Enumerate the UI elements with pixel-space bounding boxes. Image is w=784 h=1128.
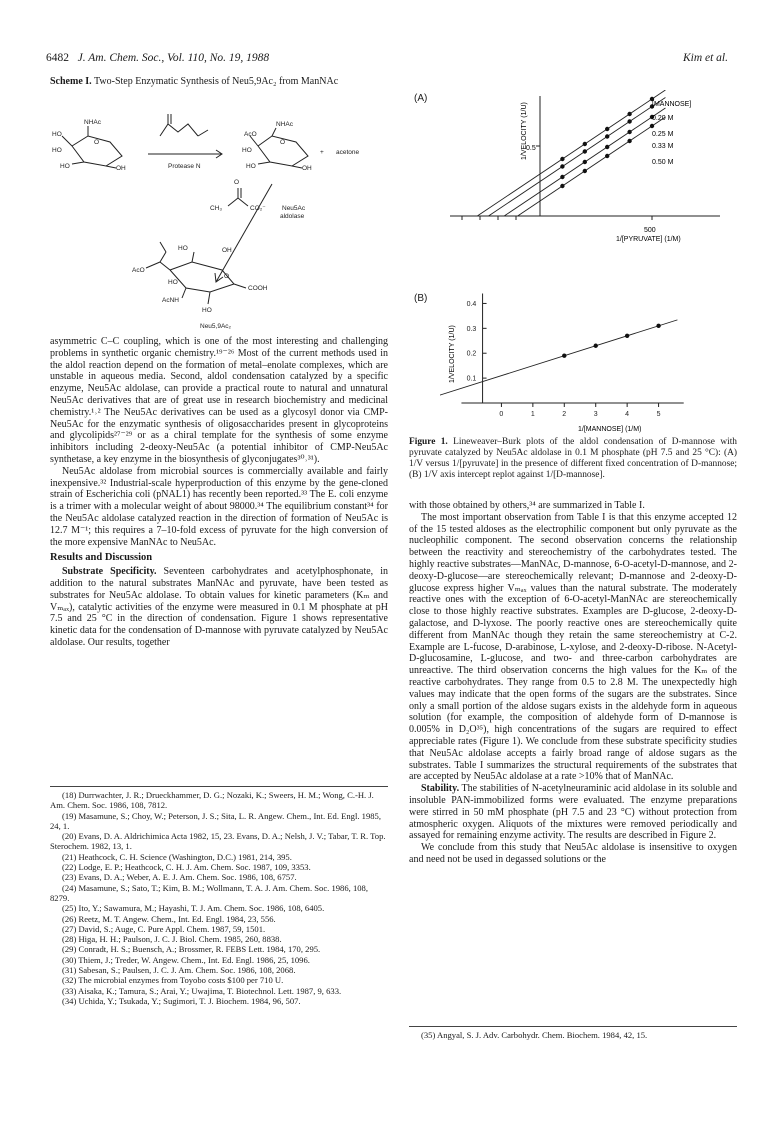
reference-item: (19) Masamune, S.; Choy, W.; Peterson, J. S.; Sita, L. R. Angew. Chem., Int. Ed. Engl. 1985, 24, 1. bbox=[50, 810, 381, 831]
page-number: 6482 bbox=[46, 52, 69, 64]
svg-text:AcO: AcO bbox=[132, 267, 145, 274]
svg-text:HO: HO bbox=[52, 131, 62, 138]
legend-entry-2: 0.33 M bbox=[652, 143, 674, 150]
panel-a-data-point bbox=[605, 127, 609, 131]
reference-item: (30) Thiem, J.; Treder, W. Angew. Chem., Int. Ed. Engl. 1986, 25, 1096. bbox=[62, 954, 310, 965]
stability-paragraph: Stability. The stabilities of N-acetylneuraminic acid aldolase in its soluble and insoluble PAN-immobilized forms were evaluated. The enzyme preparations were stirred in 50 mM phosphate (pH 7.5 and 23 °C) without protection from atmospheric oxygen. Aliquots of the mixtures were removed periodically and assayed for remaining enzyme activity. The results are described in Figure 2. bbox=[409, 783, 737, 842]
svg-text:HO: HO bbox=[246, 163, 256, 170]
svg-text:acetone: acetone bbox=[336, 149, 360, 156]
reference-item: (32) The microbial enzymes from Toyobo costs $100 per 710 U. bbox=[62, 975, 284, 986]
panel-a-data-point bbox=[605, 145, 609, 149]
panel-b-ytick-label: 0.1 bbox=[466, 375, 477, 383]
panel-a-data-point bbox=[583, 149, 587, 153]
left-column-body bbox=[50, 336, 388, 649]
panel-b-xlabel: 1/[MANNOSE] (1/M) bbox=[578, 426, 642, 433]
panel-a-data-point bbox=[560, 175, 564, 179]
legend-entry-3: 0.50 M bbox=[652, 159, 674, 166]
svg-text:Neu5,9Ac₂: Neu5,9Ac₂ bbox=[200, 323, 232, 330]
reference-item: (28) Higa, H. H.; Paulson, J. C. J. Biol. Chem. 1985, 260, 8838. bbox=[62, 934, 282, 945]
panel-b-xtick-label: 4 bbox=[625, 411, 630, 418]
reference-item: (25) Ito, Y.; Sawamura, M.; Hayashi, T. J. Am. Chem. Soc. 1986, 108, 6405. bbox=[62, 903, 325, 914]
panel-b-label: (B) bbox=[414, 293, 428, 304]
panel-a-data-point bbox=[605, 134, 609, 138]
reference-item: (33) Aisaka, K.; Tamura, S.; Arai, Y.; Uwajima, T. Biotechnol. Lett. 1987, 9, 633. bbox=[62, 985, 342, 996]
svg-text:aldolase: aldolase bbox=[280, 213, 305, 220]
conclusion-paragraph: We conclude from this study that Neu5Ac aldolase is insensitive to oxygen and need not be used in degassed solutions or the bbox=[409, 842, 737, 865]
panel-b-data-point bbox=[625, 334, 629, 338]
panel-a-ytick: 0.5 bbox=[526, 145, 536, 152]
reference-item: (26) Reetz, M. T. Angew. Chem., Int. Ed. Engl. 1984, 23, 556. bbox=[62, 913, 276, 924]
references-left bbox=[50, 790, 388, 1006]
panel-b-xtick-label: 5 bbox=[656, 411, 661, 418]
svg-text:CH₃: CH₃ bbox=[210, 205, 223, 212]
panel-a-data-point bbox=[560, 164, 564, 168]
panel-b-xtick-label: 2 bbox=[562, 411, 567, 418]
svg-text:CO₂⁻: CO₂⁻ bbox=[250, 205, 266, 212]
reference-item: (23) Evans, D. A.; Weber, A. E. J. Am. Chem. Soc. 1986, 108, 6757. bbox=[62, 872, 297, 883]
reference-item: (34) Uchida, Y.; Tsukada, Y.; Sugimori, T. J. Biochem. 1984, 96, 507. bbox=[62, 995, 301, 1006]
table-summary-paragraph: with those obtained by others,³⁴ are summarized in Table I. bbox=[409, 500, 645, 511]
panel-b-ylabel: 1/VELOCITY (1/U) bbox=[449, 325, 456, 383]
reference-item: (27) David, S.; Auge, C. Pure Appl. Chem. 1987, 59, 1501. bbox=[62, 923, 266, 934]
panel-b-ytick-label: 0.4 bbox=[466, 300, 477, 308]
panel-a-xtick: 500 bbox=[644, 227, 656, 234]
svg-text:HO: HO bbox=[60, 163, 70, 170]
scheme-diagram bbox=[50, 106, 380, 336]
svg-text:NHAc: NHAc bbox=[276, 121, 293, 128]
references-right bbox=[409, 1030, 737, 1040]
panel-a-data-point bbox=[560, 184, 564, 188]
svg-text:HO: HO bbox=[52, 147, 62, 154]
panel-a-data-point bbox=[583, 160, 587, 164]
svg-text:OH: OH bbox=[302, 165, 312, 172]
svg-text:Protease N: Protease N bbox=[168, 163, 201, 170]
intro-paragraph: asymmetric C–C coupling, which is one of the most interesting and challenging problems in synthetic organic chemistry.¹⁹⁻²⁶ Most of the current methods used in the aldol reaction depend on the formation of metal–enolate complexes, which are unstable in aqueous media. Second, aldol condensation catalyzed by a specific enzyme, Neu5Ac aldolase, can provide a practical route to natural and unnatural Neu5Ac derivatives that are of great use in research biochemistry and medicinal chemistry.¹˒² The Neu5Ac derivatives can be used as a glycosyl donor via CMP-Neu5Ac for the enzymatic synthesis of oligosaccharides present in glycoproteins and glycolipids²⁷⁻²⁹ or as a chiral template for the synthesis of some enzyme inhibitors including 2-deoxy-Neu5Ac (a potential inhibitor of CMP-Neu5Ac synthetase, a key enzyme in the biosynthesis of glyconjugates³⁰˒³¹). bbox=[50, 336, 388, 465]
svg-text:OH: OH bbox=[116, 165, 126, 172]
panel-a-data-point bbox=[605, 154, 609, 158]
reference-item: (29) Conradt, H. S.; Buensch, A.; Brossmer, R. FEBS Lett. 1984, 170, 295. bbox=[62, 944, 321, 955]
svg-text:HO: HO bbox=[178, 245, 188, 252]
svg-text:HO: HO bbox=[168, 279, 178, 286]
panel-b-xtick-label: 3 bbox=[593, 411, 598, 418]
svg-text:OH: OH bbox=[222, 247, 232, 254]
svg-text:O: O bbox=[234, 179, 240, 186]
panel-b-xtick-label: 0 bbox=[499, 411, 504, 418]
svg-text:HO: HO bbox=[202, 307, 212, 314]
panel-a-xlabel: 1/[PYRUVATE] (1/M) bbox=[616, 236, 681, 243]
legend-entry-0: 0.20 M bbox=[652, 115, 674, 122]
footnote-rule-left bbox=[50, 786, 388, 787]
panel-b-data-point bbox=[594, 344, 598, 348]
scheme-title bbox=[50, 76, 370, 88]
panel-a-data-point bbox=[583, 169, 587, 173]
panel-a-ylabel: 1/VELOCITY (1/U) bbox=[521, 102, 528, 160]
panel-b-xtick-label: 1 bbox=[530, 411, 535, 418]
figure1-panel-a bbox=[440, 90, 730, 250]
svg-text:NHAc: NHAc bbox=[84, 119, 101, 126]
reference-item: (20) Evans, D. A. Aldrichimica Acta 1982, 15, 23. Evans, D. A.; Nelsh, J. V.; Tabar, T. R. Top. Sterochem. 1982, 13, 1. bbox=[50, 831, 386, 852]
running-header-left bbox=[46, 52, 269, 64]
pyruvate bbox=[228, 198, 248, 206]
panel-a-data-point bbox=[650, 124, 654, 128]
svg-text:AcNH: AcNH bbox=[162, 297, 179, 304]
section-heading: Results and Discussion bbox=[50, 552, 153, 564]
svg-text:O: O bbox=[280, 139, 286, 146]
substrate-specificity-paragraph: Substrate Specificity. Seventeen carbohydrates and acetylphosphonate, in addition to the natural substrates ManNAc and pyruvate, have been tested as substrates for Neu5Ac aldolase. To obtain values for kinetic parameters (Kₘ and Vₘₐₓ), catalytic activities of the enzyme were measured in 0.1 M phosphate at pH 7.5 and 25 °C in the direction of condensation. Figure 1 shows representative kinetic data for the condensation of D-mannose with pyruvate catalyzed by Neu5Ac aldolase. Our results, together bbox=[50, 566, 388, 648]
panel-a-series-line bbox=[477, 90, 665, 216]
svg-text:COOH: COOH bbox=[248, 285, 268, 292]
panel-a-series-line bbox=[488, 98, 665, 217]
panel-b-data-point bbox=[562, 354, 566, 358]
panel-a-data-point bbox=[627, 112, 631, 116]
svg-text:O: O bbox=[224, 273, 230, 280]
reference-item: (21) Heathcock, C. H. Science (Washington, D.C.) 1981, 214, 395. bbox=[62, 851, 292, 862]
footnote-rule-right bbox=[409, 1026, 737, 1027]
right-column-body bbox=[409, 500, 737, 866]
figure1-panel-b bbox=[440, 285, 700, 435]
svg-text:HO: HO bbox=[242, 147, 252, 154]
figure1-caption: Figure 1. Lineweaver–Burk plots of the aldol condensation of D-mannose with pyruvate catalyzed by Neu5Ac aldolase in 0.1 M phosphate (pH 7.5 and 25 °C): (A) 1/V versus 1/[pyruvate] in the presence of different fixed concentration of D-mannose; (B) 1/V axis intercept replot against 1/[D-mannose]. bbox=[409, 437, 737, 480]
svg-text:Neu5Ac: Neu5Ac bbox=[282, 205, 306, 212]
panel-a-data-point bbox=[627, 139, 631, 143]
running-header-authors: Kim et al. bbox=[682, 52, 728, 64]
legend-entry-1: 0.25 M bbox=[652, 131, 674, 138]
reference-item: (31) Sabesan, S.; Paulsen, J. C. J. Am. Chem. Soc. 1986, 108, 2068. bbox=[62, 965, 296, 976]
panel-a-data-point bbox=[583, 142, 587, 146]
panel-b-ytick-label: 0.3 bbox=[466, 325, 477, 333]
scheme-label: Scheme I. bbox=[50, 76, 92, 87]
journal-citation: J. Am. Chem. Soc., Vol. 110, No. 19, 1988 bbox=[77, 52, 270, 64]
panel-a-data-point bbox=[627, 119, 631, 123]
aldolase-paragraph: Neu5Ac aldolase from microbial sources is commercially available and fairly inexpensive.³² Industrial-scale hyperproduction of this enzyme by the gene-cloned strain of Escherichia coli (pNAL1) has recently been reported.³³ The E. coli enzyme is a trimer with a molecular weight of about 98000.³⁴ The equilibrium constant³⁴ for the Neu5Ac aldolase catalyzed reaction in the direction of formation of Neu5Ac is 12.7 M⁻¹; this requires a 7–10-fold excess of pyruvate for the high conversion of the more expensive ManNAc to Neu5Ac. bbox=[50, 465, 388, 548]
panel-a-label: (A) bbox=[414, 93, 428, 104]
reference-item: (24) Masamune, S.; Sato, T.; Kim, B. M.; Wollmann, T. A. J. Am. Chem. Soc. 1986, 108, 8279. bbox=[50, 882, 368, 903]
svg-text:O: O bbox=[94, 139, 100, 146]
reference-item: (18) Durrwachter, J. R.; Drueckhammer, D. G.; Nozaki, K.; Sweers, H. M.; Wong, C.-H. J. Am. Chem. Soc. 1986, 108, 7812. bbox=[50, 790, 374, 811]
svg-text:AcO: AcO bbox=[244, 131, 257, 138]
reference-item: (35) Angyal, S. J. Adv. Carbohydr. Chem. Biochem. 1984, 42, 15. bbox=[421, 1030, 648, 1040]
panel-a-data-point bbox=[560, 157, 564, 161]
svg-text:+: + bbox=[320, 149, 324, 156]
scheme-title-text: Two-Step Enzymatic Synthesis of Neu5,9Ac₂ from ManNAc bbox=[94, 76, 339, 87]
reference-item: (22) Lodge, E. P.; Heathcock, C. H. J. Am. Chem. Soc. 1987, 109, 3353. bbox=[62, 862, 311, 873]
panel-b-ytick-label: 0.2 bbox=[466, 350, 477, 358]
legend-title: [MANNOSE] bbox=[652, 101, 692, 108]
panel-a-data-point bbox=[627, 130, 631, 134]
panel-b-data-point bbox=[656, 324, 660, 328]
observation-paragraph: The most important observation from Table I is that this enzyme accepted 12 of the 15 tested aldoses as the electrophilic component but only pyruvate as the nucleophilic component. The second observation concerns the relationship between the reactivity and stereochemistry of the carbohydrates tested. The highly reactive substrates—ManNAc, D-mannose, 6-O-acetyl-D-mannose, and 2-deoxy-D-glucose—are stereochemically relevant; D-mannose and 2-deoxy-D-glucose express higher Vₘₐₓ values than the natural substrate. The moderately reactive ones with the exception of 6-O-acetyl-ManNAc are stereochemically close to those highly reactive substrates. Examples are D-glucose, 2-deoxy-D-galactose, and D-lyxose. The poorly reactive ones are stereochemically quite different from ManNAc though they retain the same stereochemistry at C-2. Example are L-fucose, D-arabinose, L-xylose, and 2-deoxy-D-ribose. N-Acetyl-D-glucosamine, L-glucose, and two- and three-carbon carbohydrates are unreactive. The third observation concerns the high values for the Kₘ of the reactive carbohydrates. They range from 0.5 to 2.8 M. The unexpectedly high values may indicate that the open forms of the sugars are the substrates. Since only a small portion of the aldose sugars exists in the aldehyde form in aqueous solution (for example, the composition of aldehyde form of D-mannose is 0.005% in D₂O³⁵), high concentrations of the sugars are required to effect appreciable rates (Figure 1). We conclude from these substrate specificity studies that Neu5Ac aldolase accepts a fairly broad range of aldose sugars as the substrates. Table I summarizes the structural requirements of the substrates that are accepted by Neu5Ac aldolase at a rate >10% that of ManNAc. bbox=[409, 511, 737, 783]
isopropenyl-acetate bbox=[160, 124, 198, 136]
reaction-arrow-2 bbox=[216, 184, 272, 282]
